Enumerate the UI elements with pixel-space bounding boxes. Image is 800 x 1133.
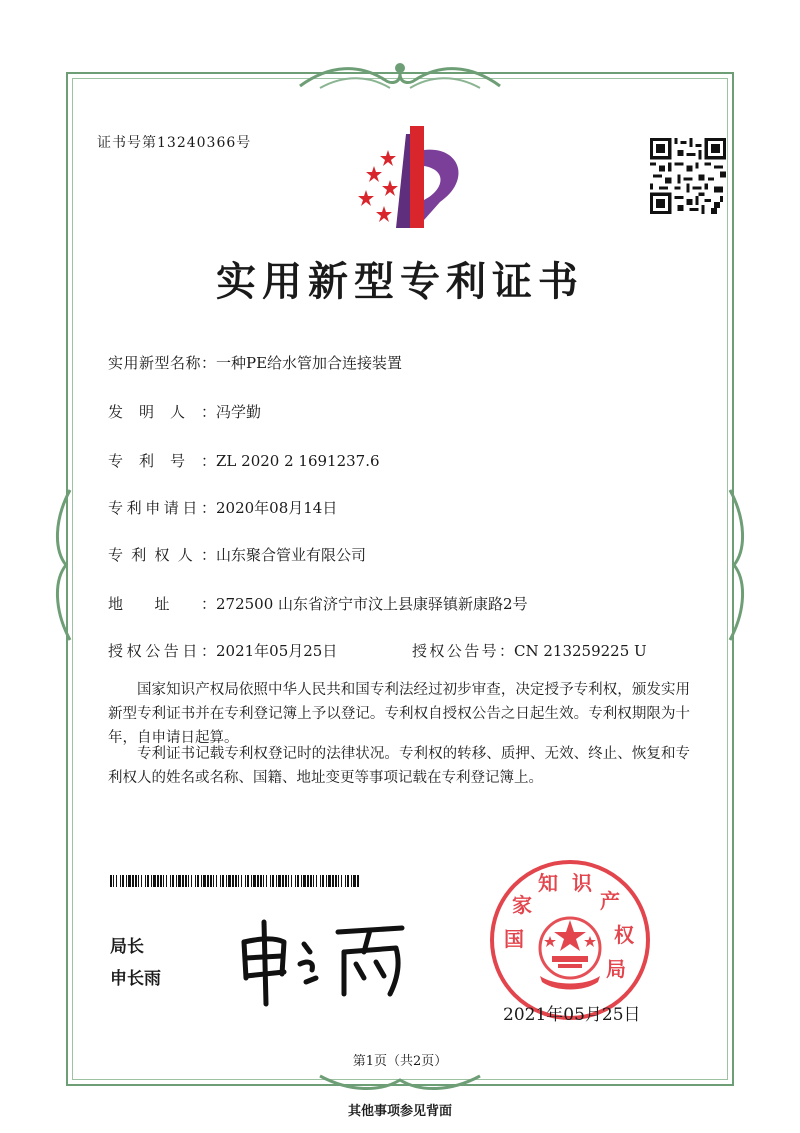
barcode-bar [138, 875, 139, 887]
barcode-bar [203, 875, 206, 887]
barcode-bar [216, 875, 217, 887]
barcode-bar [191, 875, 192, 887]
barcode-bar [210, 875, 212, 887]
field-value: ZL 2020 2 1691237.6 [216, 452, 380, 470]
barcode-bar [345, 875, 346, 887]
barcode-bar [266, 875, 267, 887]
field-label: 专利申请日： [108, 499, 216, 517]
field-label: 授权公告日： [108, 642, 216, 660]
barcode-bar [332, 875, 334, 887]
barcode-bar [288, 875, 289, 887]
barcode-bar [182, 875, 184, 887]
field-value: 冯学勤 [216, 403, 262, 421]
barcode-bar [297, 875, 299, 887]
seal-char-4: 识 [572, 871, 592, 895]
barcode-bar [110, 875, 112, 887]
page-number: 第1页（共2页） [352, 1054, 448, 1069]
barcode-bar [357, 875, 359, 887]
patent-office-emblem-icon [348, 120, 476, 232]
barcode-bar [213, 875, 214, 887]
right-ornament [722, 480, 750, 650]
official-seal [488, 858, 652, 1022]
barcode-bar [166, 875, 167, 887]
barcode-bar [272, 875, 274, 887]
barcode-bar [263, 875, 264, 887]
barcode-bar [282, 875, 284, 887]
field-grant-announcement-date [108, 640, 337, 661]
field-patentee [108, 544, 366, 565]
barcode-bar [260, 875, 262, 887]
certificate-title: 实用新型专利证书 [216, 259, 584, 305]
barcode-bar [220, 875, 221, 887]
barcode-bar [153, 875, 156, 887]
barcode-bar [222, 875, 224, 887]
left-ornament [50, 480, 78, 650]
field-utility-model-name [108, 352, 402, 373]
barcode-bar [151, 875, 152, 887]
seal-char-2: 家 [512, 893, 532, 917]
barcode-bar [122, 875, 124, 887]
barcode-bar [335, 875, 337, 887]
director-signature [232, 912, 412, 1008]
barcode-bar [160, 875, 162, 887]
barcode-bar [278, 875, 281, 887]
field-label: 专利权人： [108, 546, 216, 564]
barcode-bar [247, 875, 249, 887]
barcode-bar [338, 875, 339, 887]
barcode-bar [270, 875, 271, 887]
barcode-bar [322, 875, 324, 887]
director-name: 申长雨 [110, 969, 161, 989]
barcode-bar [316, 875, 317, 887]
barcode-bar [201, 875, 202, 887]
barcode-bar [238, 875, 239, 887]
seal-char-5: 产 [600, 889, 620, 913]
barcode-bar [228, 875, 231, 887]
field-patent-number [108, 450, 380, 471]
field-label: 专利号： [108, 452, 216, 470]
barcode-bar [170, 875, 171, 887]
qr-code [650, 138, 726, 214]
barcode-bar [172, 875, 174, 887]
field-label: 地址： [108, 595, 216, 613]
footer-note: 其他事项参见背面 [347, 1104, 452, 1119]
barcode-bar [126, 875, 127, 887]
seal-char-7: 局 [606, 957, 626, 981]
barcode-bar [341, 875, 342, 887]
barcode-bar [320, 875, 321, 887]
barcode-bar [145, 875, 146, 887]
barcode-bar [295, 875, 296, 887]
barcode-bar [307, 875, 309, 887]
field-value: 2020年08月14日 [216, 499, 338, 517]
field-label: 授权公告号： [412, 642, 514, 660]
barcode-bar [245, 875, 246, 887]
barcode-bar [326, 875, 327, 887]
field-value: 山东聚合管业有限公司 [216, 546, 367, 564]
barcode-bar [157, 875, 159, 887]
barcode-bar [207, 875, 209, 887]
field-application-date [108, 497, 337, 518]
barcode-bar [176, 875, 177, 887]
barcode-bar [353, 875, 356, 887]
seal-char-3: 知 [538, 871, 558, 895]
field-value: 272500 山东省济宁市汶上县康驿镇新康路2号 [216, 595, 528, 613]
field-label: 实用新型名称： [108, 354, 216, 372]
field-value: 一种PE给水管加合连接装置 [216, 354, 403, 372]
barcode-bar [328, 875, 331, 887]
barcode-bar [257, 875, 259, 887]
barcode-bar [185, 875, 187, 887]
barcode-bar [347, 875, 349, 887]
field-value: 2021年05月25日 [216, 642, 338, 660]
barcode-bar [135, 875, 137, 887]
barcode-bar [235, 875, 237, 887]
bottom-ornament [310, 1068, 490, 1096]
barcode-bar [188, 875, 189, 887]
statement-paragraph-1: 国家知识产权局依照中华人民共和国专利法经过初步审查，决定授予专利权，颁发实用新型专利证书并在专利登记簿上予以登记。专利权自授权公告之日起生效。专利权期限为十年，自申请日起算。 [108, 682, 690, 746]
director-title: 局长 [110, 937, 144, 957]
barcode-bar [285, 875, 287, 887]
barcode-bar [147, 875, 149, 887]
field-inventor [108, 401, 261, 422]
seal-char-1: 国 [504, 927, 524, 951]
field-grant-announcement-number [412, 640, 647, 661]
field-value: CN 213259225 U [514, 642, 647, 660]
barcode-bar [132, 875, 134, 887]
barcode-bar [351, 875, 352, 887]
barcode-bar [197, 875, 199, 887]
barcode-bar [128, 875, 131, 887]
certificate-number: 证书号第13240366号 [97, 135, 252, 151]
barcode-bar [141, 875, 142, 887]
top-ornament [290, 58, 510, 98]
field-address [108, 593, 528, 614]
barcode-bar [303, 875, 306, 887]
barcode-bar [195, 875, 196, 887]
barcode-bar [113, 875, 114, 887]
barcode-bar [313, 875, 314, 887]
barcode-bar [120, 875, 121, 887]
barcode-bar [276, 875, 277, 887]
seal-char-6: 权 [614, 923, 634, 947]
field-label: 发明人： [108, 403, 216, 421]
barcode-bar [241, 875, 242, 887]
barcode-bar [310, 875, 312, 887]
barcode-bar [251, 875, 252, 887]
barcode-bar [226, 875, 227, 887]
seal-date: 2021年05月25日 [503, 1005, 641, 1025]
barcode-bar [163, 875, 164, 887]
barcode-bar [291, 875, 292, 887]
barcode [110, 875, 362, 887]
barcode-bar [301, 875, 302, 887]
barcode-bar [232, 875, 234, 887]
statement-paragraph-2: 专利证书记载专利权登记时的法律状况。专利权的转移、质押、无效、终止、恢复和专利权人的姓名或名称、国籍、地址变更等事项记载在专利登记簿上。 [108, 746, 690, 786]
barcode-bar [178, 875, 181, 887]
barcode-bar [116, 875, 117, 887]
barcode-bar [253, 875, 256, 887]
